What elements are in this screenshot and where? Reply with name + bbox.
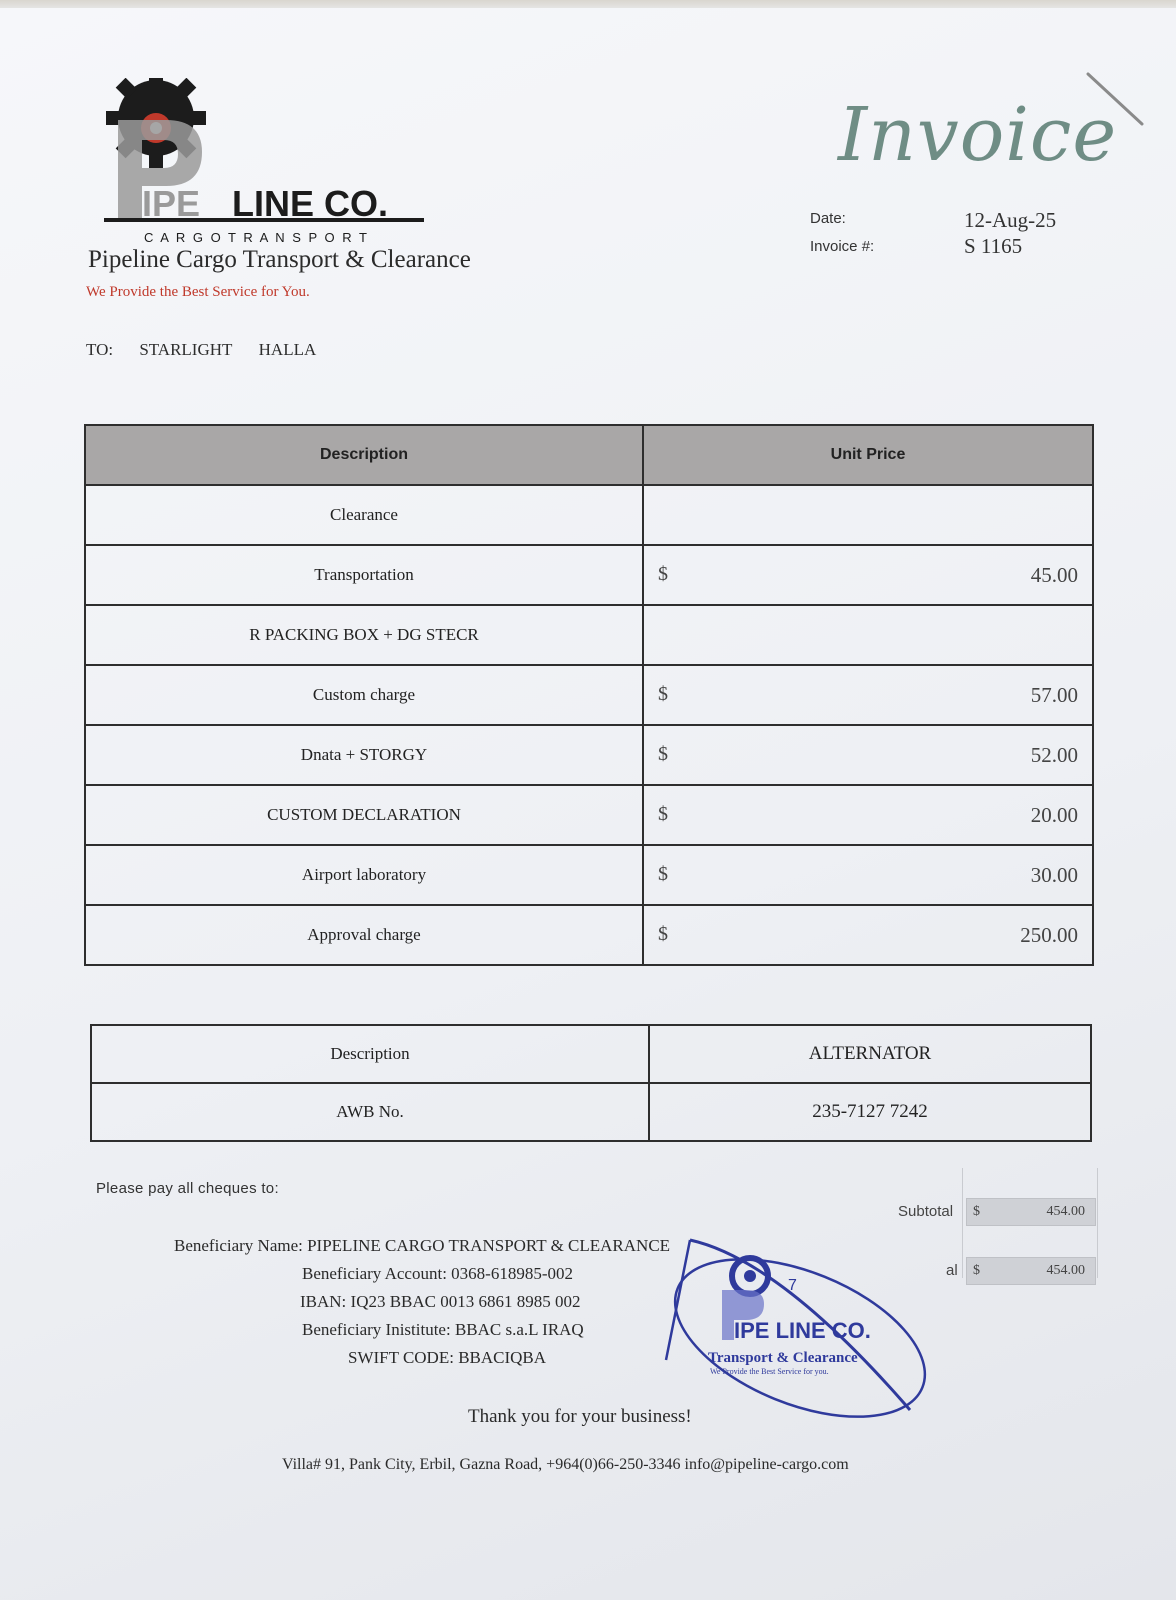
item-unit-price — [643, 605, 1093, 665]
total-label: al — [946, 1262, 958, 1279]
recipient-prefix: TO: — [86, 340, 114, 359]
recipient-name-1: STARLIGHT — [139, 340, 233, 359]
table-row — [85, 485, 1093, 545]
item-currency: $ — [658, 922, 668, 945]
item-amount: 20.00 — [1030, 802, 1078, 827]
pen-mark — [1086, 72, 1146, 130]
company-slogan: We Provide the Best Service for You. — [86, 284, 310, 300]
beneficiary-institute: Beneficiary Inistitute: BBAC s.a.L IRAQ — [302, 1320, 584, 1339]
shipment-table — [90, 1024, 1092, 1142]
item-currency: $ — [658, 562, 668, 585]
logo-wordmark-line: LINE CO. — [232, 183, 389, 224]
item-unit-price — [643, 785, 1093, 845]
item-currency: $ — [658, 742, 668, 765]
recipient-line — [86, 340, 338, 360]
table-row — [85, 545, 1093, 605]
item-description: Approval charge — [85, 905, 643, 965]
table-row — [85, 845, 1093, 905]
subtotal-label: Subtotal — [898, 1203, 954, 1220]
item-amount: 45.00 — [1030, 562, 1078, 587]
date-label: Date: — [810, 210, 846, 227]
item-description: Clearance — [85, 485, 643, 545]
awb-label: AWB No. — [91, 1083, 649, 1141]
item-amount: 30.00 — [1030, 862, 1078, 887]
logo-wordmark-ipe: IPE — [142, 183, 201, 224]
stamp-line-3: We Provide the Best Service for you. — [710, 1367, 829, 1376]
header-unit-price: Unit Price — [643, 425, 1093, 485]
stamp-line-1: IPE LINE CO. — [734, 1318, 871, 1343]
item-description: CUSTOM DECLARATION — [85, 785, 643, 845]
total-box — [966, 1257, 1096, 1285]
beneficiary-name: Beneficiary Name: PIPELINE CARGO TRANSPORT & CLEARANCE — [174, 1236, 671, 1255]
header-description: Description — [85, 425, 643, 485]
item-description: Airport laboratory — [85, 845, 643, 905]
table-row — [91, 1025, 1091, 1083]
date-value: 12-Aug-25 — [964, 208, 1057, 232]
table-row — [85, 905, 1093, 965]
item-description: Custom charge — [85, 665, 643, 725]
footer-contact: Villa# 91, Pank City, Erbil, Gazna Road, +964(0)66-250-3346 info@pipeline-cargo.com — [282, 1456, 849, 1473]
item-unit-price — [643, 485, 1093, 545]
total-currency: $ — [973, 1263, 980, 1278]
item-unit-price — [643, 725, 1093, 785]
table-row — [85, 785, 1093, 845]
table-row — [91, 1083, 1091, 1141]
item-unit-price — [643, 905, 1093, 965]
subtotal-value: 454.00 — [1046, 1204, 1085, 1219]
item-unit-price — [643, 545, 1093, 605]
item-unit-price — [643, 845, 1093, 905]
items-header-row — [85, 425, 1093, 485]
beneficiary-account: Beneficiary Account: 0368-618985-002 — [302, 1264, 573, 1283]
swift-code: SWIFT CODE: BBACIQBA — [348, 1348, 547, 1367]
table-row — [85, 725, 1093, 785]
company-name: Pipeline Cargo Transport & Clearance — [88, 246, 471, 273]
item-description: Dnata + STORGY — [85, 725, 643, 785]
total-value: 454.00 — [1046, 1263, 1085, 1278]
subtotal-currency: $ — [973, 1204, 980, 1219]
item-unit-price — [643, 665, 1093, 725]
shipment-description-value: ALTERNATOR — [649, 1025, 1091, 1083]
table-row — [85, 605, 1093, 665]
awb-value: 235-7127 7242 — [649, 1083, 1091, 1141]
item-description: R PACKING BOX + DG STECR — [85, 605, 643, 665]
svg-text:7: 7 — [788, 1277, 797, 1294]
iban: IBAN: IQ23 BBAC 0013 6861 8985 002 — [300, 1292, 581, 1311]
shipment-description-label: Description — [91, 1025, 649, 1083]
payment-instruction: Please pay all cheques to: — [96, 1180, 279, 1197]
invoice-number-label: Invoice #: — [810, 238, 875, 255]
logo-subtitle: C A R G O T R A N S P O R T — [144, 230, 369, 245]
item-amount: 57.00 — [1030, 682, 1078, 707]
subtotal-box — [966, 1198, 1096, 1226]
item-currency: $ — [658, 682, 668, 705]
item-currency: $ — [658, 862, 668, 885]
invoice-title: Invoice — [838, 92, 1118, 178]
table-row — [85, 665, 1093, 725]
recipient-name-2: HALLA — [258, 340, 317, 359]
item-amount: 52.00 — [1030, 742, 1078, 767]
invoice-number-value: S 1165 — [964, 234, 1023, 258]
item-currency: $ — [658, 802, 668, 825]
item-amount: 250.00 — [1020, 922, 1078, 947]
items-table — [84, 424, 1094, 966]
company-stamp — [660, 1220, 940, 1440]
thank-you-message: Thank you for your business! — [468, 1406, 692, 1427]
item-description: Transportation — [85, 545, 643, 605]
stamp-line-2: Transport & Clearance — [708, 1350, 858, 1366]
company-logo — [104, 78, 444, 258]
